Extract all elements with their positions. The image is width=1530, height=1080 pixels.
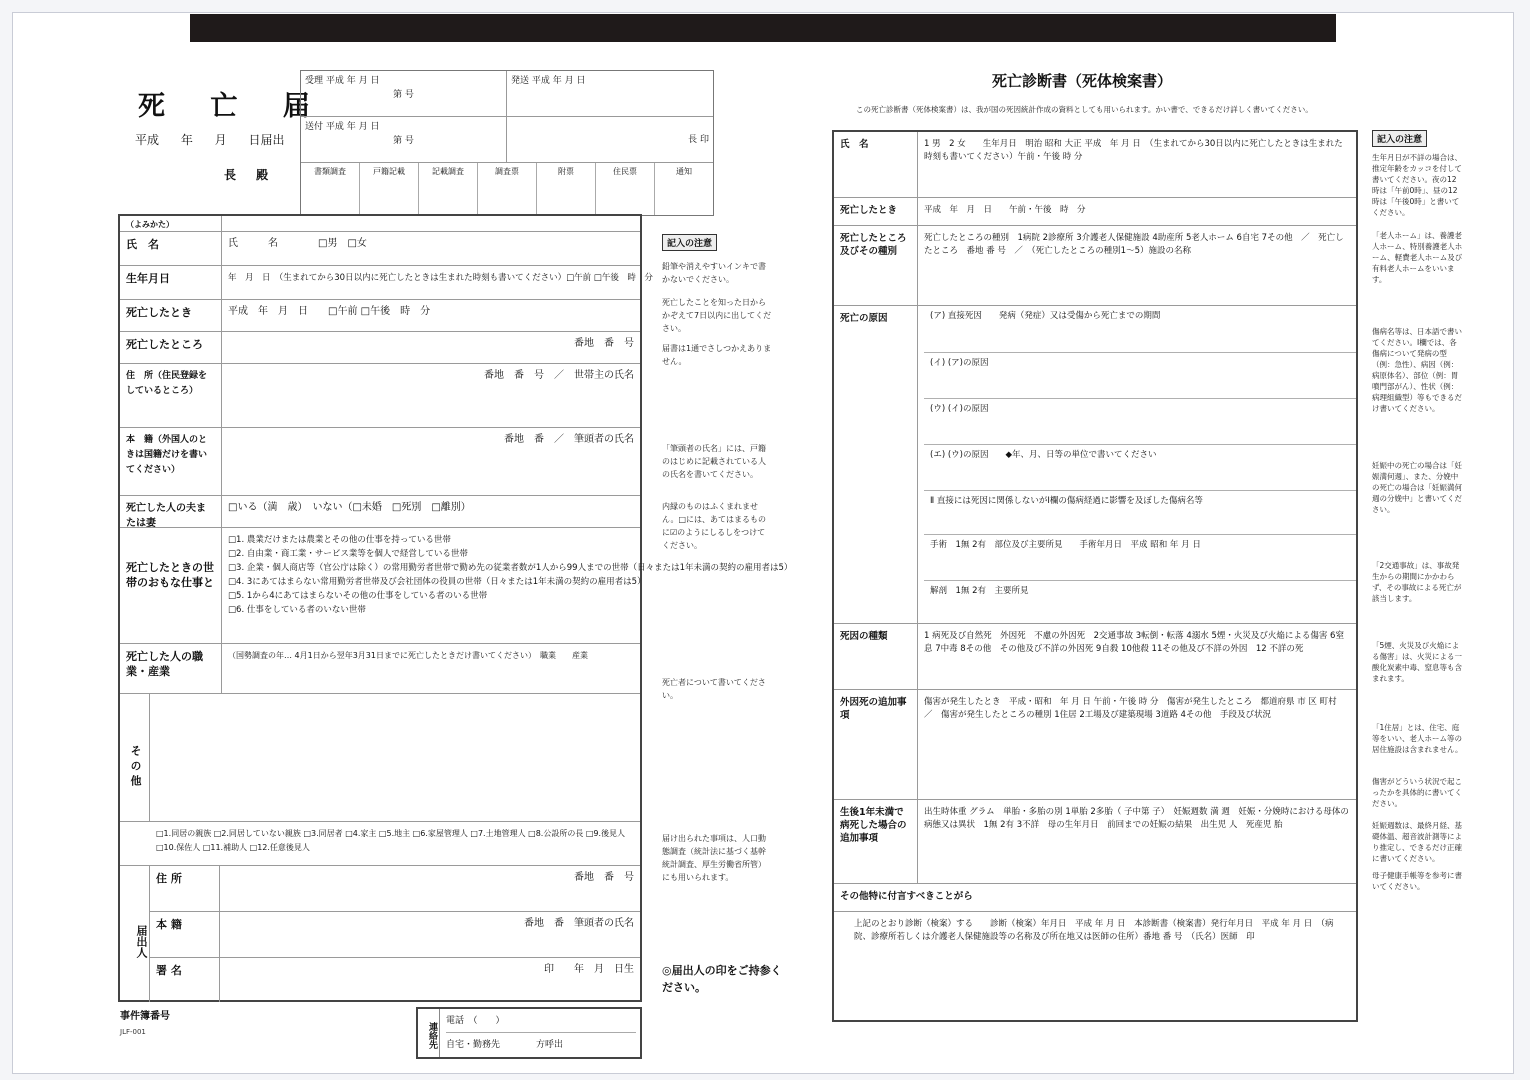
receipt-sequence bbox=[301, 163, 713, 215]
birthdate-field[interactable]: 年 月 日 （生まれてから30日以内に死亡したときは生まれた時刻も書いてください）□午前 □午後 時 分 bbox=[228, 273, 653, 283]
occupation-option[interactable]: □1. 農業だけまたは農業とその他の仕事を持っている世帯 bbox=[228, 535, 451, 545]
row-spouse: 死亡した人の夫または妻 □いる（満 歳） いない（□未婚 □死別 □離別） bbox=[120, 496, 640, 528]
cert-cause-d[interactable]: (エ) (ウ)の原因 ◆年、月、日等の単位で書いてください bbox=[924, 444, 1356, 490]
receipt-seq-2: 戸籍記載 bbox=[360, 163, 419, 215]
cert-note-item: 生年月日が不詳の場合は、推定年齢をカッコを付して書いてください。夜の12時は「午前0時」、昼の12時は「午後0時」と書いてください。 bbox=[1372, 153, 1462, 217]
row-informant-signature: 署 名 印 年 月 日生 bbox=[150, 958, 640, 1002]
informant-qualification-options[interactable]: □1.同居の親族 □2.同居していない親族 □3.同居者 □4.家主 □5.地主 □6.家屋管理人 □7.土地管理人 □8.公設所の長 □9.後見人 □10.保佐人 □11.補助人 □12.任意後見人 bbox=[156, 829, 626, 852]
cert-note-item: 「2交通事故」は、事故発生からの期間にかかわらず、その事故による死亡が該当します。 bbox=[1372, 561, 1462, 603]
note-item: 届け出られた事項は、人口動態調査（統計法に基づく基幹統計調査、厚生労働省所管）にも用いられます。 bbox=[662, 834, 766, 882]
cert-infant-field[interactable]: 出生時体重 グラム 単胎・多胎の別 1単胎 2多胎（ 子中第 子） 妊娠週数 満 週 妊娠・分娩時における母体の病態又は異状 1無 2有 3不詳 母の生年月日 前回までの妊娠の結果 出生児 人 死産児 胎 bbox=[924, 807, 1349, 830]
death-time-field[interactable]: 平成 年 月 日 □午前 □午後 時 分 bbox=[228, 306, 431, 317]
notes-heading: 記入の注意 bbox=[662, 234, 717, 251]
row-name: 氏 名 氏 名 □男 □女 bbox=[120, 232, 640, 266]
occupation-option[interactable]: □5. 1から4にあてはまらないその他の仕事をしている者のいる世帯 bbox=[228, 591, 488, 601]
cert-row-cause-type: 死因の種類 1 病死及び自然死 外因死 不慮の外因死 2交通事故 3転倒・転落 4溺水 5煙・火災及び火焔による傷害 6窒息 7中毒 8その他 その他及び不詳の外因死 9自殺 10他殺 11その他及び不詳の外因 12 不詳の死 bbox=[834, 624, 1356, 690]
row-domicile: 本 籍（外国人のときは国籍だけを書いてください） 番地 番 ／ 筆頭者の氏名 bbox=[120, 428, 640, 496]
cert-row-external-cause: 外因死の追加事項 傷害が発生したとき 平成・昭和 年 月 日 午前・午後 時 分 傷害が発生したところ 都道府県 市 区 町村 ／ 傷害が発生したところの種別 1住居 2工場及び建築現場 3道路 4その他 手段及び状況 bbox=[834, 690, 1356, 800]
occupation-option[interactable]: □6. 仕事をしている者のいない世帯 bbox=[228, 605, 366, 615]
occupation-option[interactable]: □4. 3にあてはまらない常用勤労者世帯及び会社団体の役員の世帯（日々または1年未満の契約の雇用者は5） bbox=[228, 577, 646, 587]
informant-label: 届出人 bbox=[120, 866, 150, 1002]
death-certificate-form bbox=[832, 130, 1358, 1022]
note-item: 死亡したことを知った日からかぞえて7日以内に出してください。 bbox=[662, 298, 772, 333]
cert-row-remarks: その他特に付言すべきことがら bbox=[834, 884, 1356, 912]
cert-note-item: 「1住居」とは、住宅、庭等をいい、老人ホーム等の居住施設は含まれません。 bbox=[1372, 723, 1463, 754]
receipt-delivered: 送付 平成 年 月 日 第 号 bbox=[301, 117, 507, 163]
contact-place[interactable]: 自宅・勤務先 方呼出 bbox=[446, 1040, 564, 1050]
receipt-issued: 発送 平成 年 月 日 bbox=[507, 71, 713, 117]
cert-note-item: 妊娠中の死亡の場合は「妊娠満何週」、また、分娩中の死亡の場合は「妊娠満何週の分娩中」と書いてください。 bbox=[1372, 461, 1462, 514]
cert-cause-c[interactable]: (ウ) (イ)の原因 bbox=[924, 398, 1356, 444]
informant-signature-field[interactable]: 印 年 月 日生 bbox=[544, 964, 634, 975]
row-informant-qualification bbox=[120, 822, 640, 866]
cert-physician-field[interactable]: 上記のとおり診断（検案）する 診断（検案）年月日 平成 年 月 日 本診断書（検案書）発行年月日 平成 年 月 日 （病院、診療所若しくは介護老人保健施設等の名称及び所在地又は医師の住所）番地 番 号 （氏名）医師 印 bbox=[854, 919, 1334, 942]
receipt-mayor-seal: 長 印 bbox=[507, 117, 713, 163]
cert-cause-type-field[interactable]: 1 病死及び自然死 外因死 不慮の外因死 2交通事故 3転倒・転落 4溺水 5煙・火災及び火焔による傷害 6窒息 7中毒 8その他 その他及び不詳の外因死 9自殺 10他殺 11その他及び不詳の外因 12 不詳の死 bbox=[924, 631, 1344, 654]
form-code: JLF-001 bbox=[120, 1028, 146, 1036]
cert-cause-b[interactable]: (イ) (ア)の原因 bbox=[924, 352, 1356, 398]
row-informant-domicile: 本 籍 番地 番 筆頭者の氏名 bbox=[150, 912, 640, 958]
receipt-seq-7: 通知 bbox=[676, 167, 692, 176]
address-field[interactable]: 番地 番 号 ／ 世帯主の氏名 bbox=[484, 370, 634, 381]
cert-note-item: 傷病名等は、日本語で書いてください。Ⅰ欄では、各傷病について発病の型（例：急性）、病因（例：病原体名）、部位（例：胃噴門部がん）、性状（例：病理組織型）等もできるだけ書いてください。 bbox=[1372, 327, 1462, 413]
receipt-box bbox=[300, 70, 714, 216]
cert-cause-section: 死亡の原因 (ア) 直接死因 発病（発症）又は受傷から死亡までの期間 (イ) (ア)の原因 (ウ) (イ)の原因 (エ) (ウ)の原因 ◆年、月、日等の単位で書いてください Ⅱ 直接には死因に関係しないがⅠ欄の傷病経過に影響を及ぼした傷病名等 手術 1無 2有 部位及び主要所見 手術年月日 平成 昭和 年 月 日 解剖 1無 2有 主要所見 bbox=[834, 306, 1356, 624]
contact-label: 連絡先 bbox=[418, 1009, 440, 1057]
contact-phone[interactable]: 電話 （ ） bbox=[446, 1009, 636, 1033]
note-item: 死亡者について書いてください。 bbox=[662, 678, 766, 700]
cert-cause-a[interactable]: (ア) 直接死因 発病（発症）又は受傷から死亡までの期間 bbox=[930, 311, 1161, 321]
cert-name-field[interactable]: 1 男 2 女 生年月日 明治 昭和 大正 平成 年 月 日 （生まれてから30日以内に死亡したときは生まれた時刻も書いてください）午前・午後 時 分 bbox=[924, 139, 1343, 162]
office-number-label: 事件簿番号 bbox=[120, 1011, 170, 1022]
row-occupation-industry: 死亡した人の職業・産業 （国勢調査の年… 4月1日から翌年3月31日までに死亡したときだけ書いてください） 職業 産業 bbox=[120, 644, 640, 694]
note-item: 内縁のものはふくまれません。□には、あてはまるものに☑のようにしるしをつけてください。 bbox=[662, 502, 767, 550]
receipt-seq-1: 書類調査 bbox=[301, 163, 360, 215]
cert-note-item: 傷害がどういう状況で起こったかを具体的に書いてください。 bbox=[1372, 777, 1462, 808]
death-notice-title: 死 亡 届 bbox=[138, 91, 328, 122]
name-field[interactable]: 氏 名 □男 □女 bbox=[228, 238, 367, 249]
note-item: 「筆頭者の氏名」には、戸籍のはじめに記載されている人の氏名を書いてください。 bbox=[662, 444, 766, 479]
household-occupation-options bbox=[228, 533, 793, 617]
receipt-seq-6: 住民票 bbox=[596, 163, 655, 215]
cert-death-time-field[interactable]: 平成 年 月 日 午前・午後 時 分 bbox=[924, 205, 1086, 215]
domicile-field[interactable]: 番地 番 ／ 筆頭者の氏名 bbox=[504, 434, 634, 445]
filing-date-line: 平成 年 月 日届出 bbox=[135, 133, 285, 147]
cert-autopsy[interactable]: 解剖 1無 2有 主要所見 bbox=[924, 580, 1356, 624]
occupation-option[interactable]: □3. 企業・個人商店等（官公庁は除く）の常用勤労者世帯で勤め先の従業者数が1人から99人までの世帯（日々または1年未満の契約の雇用者は5） bbox=[228, 563, 793, 573]
cert-notes-heading: 記入の注意 bbox=[1372, 130, 1427, 147]
cert-row-infant: 生後1年未満で病死した場合の追加事項 出生時体重 グラム 単胎・多胎の別 1単胎 2多胎（ 子中第 子） 妊娠週数 満 週 妊娠・分娩時における母体の病態又は異状 1無 2有 3不詳 母の生年月日 前回までの妊娠の結果 出生児 人 死産児 胎 bbox=[834, 800, 1356, 884]
row-birthdate: 生年月日 年 月 日 （生まれてから30日以内に死亡したときは生まれた時刻も書いてください）□午前 □午後 時 分 bbox=[120, 266, 640, 300]
note-item: 届書は1通でさしつかえありません。 bbox=[662, 344, 772, 366]
row-death-time: 死亡したとき 平成 年 月 日 □午前 □午後 時 分 bbox=[120, 300, 640, 332]
cert-note-item: 母子健康手帳等を参考に書いてください。 bbox=[1372, 871, 1462, 891]
note-item: 鉛筆や消えやすいインキで書かないでください。 bbox=[662, 262, 766, 284]
row-informant-address: 住 所 番地 番 号 bbox=[150, 866, 640, 912]
top-banner-bar bbox=[190, 14, 1336, 42]
occupation-option[interactable]: □2. 自由業・商工業・サービス業等を個人で経営している世帯 bbox=[228, 549, 468, 559]
other-field[interactable] bbox=[156, 699, 634, 809]
receipt-accepted: 受理 平成 年 月 日 第 号 bbox=[301, 71, 507, 117]
seal-reminder: ◎届出人の印をご持参ください。 bbox=[662, 964, 782, 994]
death-certificate-intro: この死亡診断書（死体検案書）は、我が国の死因統計作成の資料としても用いられます。かい書で、できるだけ詳しく書いてください。 bbox=[856, 105, 1313, 114]
row-reading: （よみかた） bbox=[120, 216, 640, 232]
row-other: そ の 他 bbox=[120, 694, 640, 822]
receipt-seq-3: 記載調査 bbox=[419, 163, 478, 215]
cert-note-item: 妊娠週数は、最終月経、基礎体温、超音波計測等により推定し、できるだけ正確に書いてください。 bbox=[1372, 821, 1462, 863]
cert-note-item: 「老人ホーム」は、養護老人ホーム、特別養護老人ホーム、軽費老人ホーム及び有料老人ホームをいいます。 bbox=[1372, 231, 1463, 284]
cert-row-death-time: 死亡したとき 平成 年 月 日 午前・午後 時 分 bbox=[834, 198, 1356, 226]
cert-row-death-place: 死亡したところ及びその種別 死亡したところの種別 1病院 2診療所 3介護老人保健施設 4助産所 5老人ホーム 6自宅 7その他 ／ 死亡したところ 番地 番 号 ／ （死亡したところの種別1～5）施設の名称 bbox=[834, 226, 1356, 306]
cert-surgery[interactable]: 手術 1無 2有 部位及び主要所見 手術年月日 平成 昭和 年 月 日 bbox=[924, 534, 1356, 580]
informant-domicile-field[interactable]: 番地 番 筆頭者の氏名 bbox=[524, 918, 634, 929]
death-certificate-title: 死亡診断書（死体検案書） bbox=[992, 72, 1173, 90]
cert-death-place-field[interactable]: 死亡したところの種別 1病院 2診療所 3介護老人保健施設 4助産所 5老人ホーム 6自宅 7その他 ／ 死亡したところ 番地 番 号 ／ （死亡したところの種別1～5）施設の名称 bbox=[924, 233, 1344, 256]
row-death-place: 死亡したところ 番地 番 号 bbox=[120, 332, 640, 364]
row-household-occupation: 死亡したときの世帯のおもな仕事と □1. 農業だけまたは農業とその他の仕事を持っている世帯 □2. 自由業・商工業・サービス業等を個人で経営している世帯 □3. 企業・個人商店等（官公庁は除く）の常用勤労者世帯で勤め先の従業者数が1人から99人までの世帯（日々または1年未満の契約の雇用者は5） □4. 3にあてはまらない常用勤労者世帯及び会社団体の役員の世帯（日々または1年未満の契約の雇用者は5） □5. 1から4にあてはまらないその他の仕事をしている者のいる世帯 □6. 仕事をしている者のいない世帯 bbox=[120, 528, 640, 644]
receipt-seq-5: 附票 bbox=[537, 163, 596, 215]
informant-address-field[interactable]: 番地 番 号 bbox=[574, 872, 634, 883]
cert-cause-other[interactable]: Ⅱ 直接には死因に関係しないがⅠ欄の傷病経過に影響を及ぼした傷病名等 bbox=[924, 490, 1356, 534]
cert-external-cause-field[interactable]: 傷害が発生したとき 平成・昭和 年 月 日 午前・午後 時 分 傷害が発生したところ 都道府県 市 区 町村 ／ 傷害が発生したところの種別 1住居 2工場及び建築現場 3道路 4その他 手段及び状況 bbox=[924, 697, 1346, 720]
cert-row-name: 氏 名 1 男 2 女 生年月日 明治 昭和 大正 平成 年 月 日 （生まれてから30日以内に死亡したときは生まれた時刻も書いてください）午前・午後 時 分 bbox=[834, 132, 1356, 198]
occupation-industry-field[interactable]: （国勢調査の年… 4月1日から翌年3月31日までに死亡したときだけ書いてください） 職業 産業 bbox=[228, 651, 588, 660]
addressee-label: 長 殿 bbox=[224, 168, 277, 182]
death-place-field[interactable]: 番地 番 号 bbox=[574, 338, 634, 349]
cert-row-physician bbox=[834, 912, 1356, 1020]
cert-note-item: 「5煙、火災及び火焔による傷害」は、火災による一酸化炭素中毒、窒息等も含まれます。 bbox=[1372, 641, 1462, 683]
receipt-seq-4: 調査票 bbox=[478, 163, 537, 215]
spouse-field[interactable]: □いる（満 歳） いない（□未婚 □死別 □離別） bbox=[228, 502, 471, 513]
contact-box bbox=[416, 1007, 642, 1059]
row-address: 住 所（住民登録をしているところ） 番地 番 号 ／ 世帯主の氏名 bbox=[120, 364, 640, 428]
